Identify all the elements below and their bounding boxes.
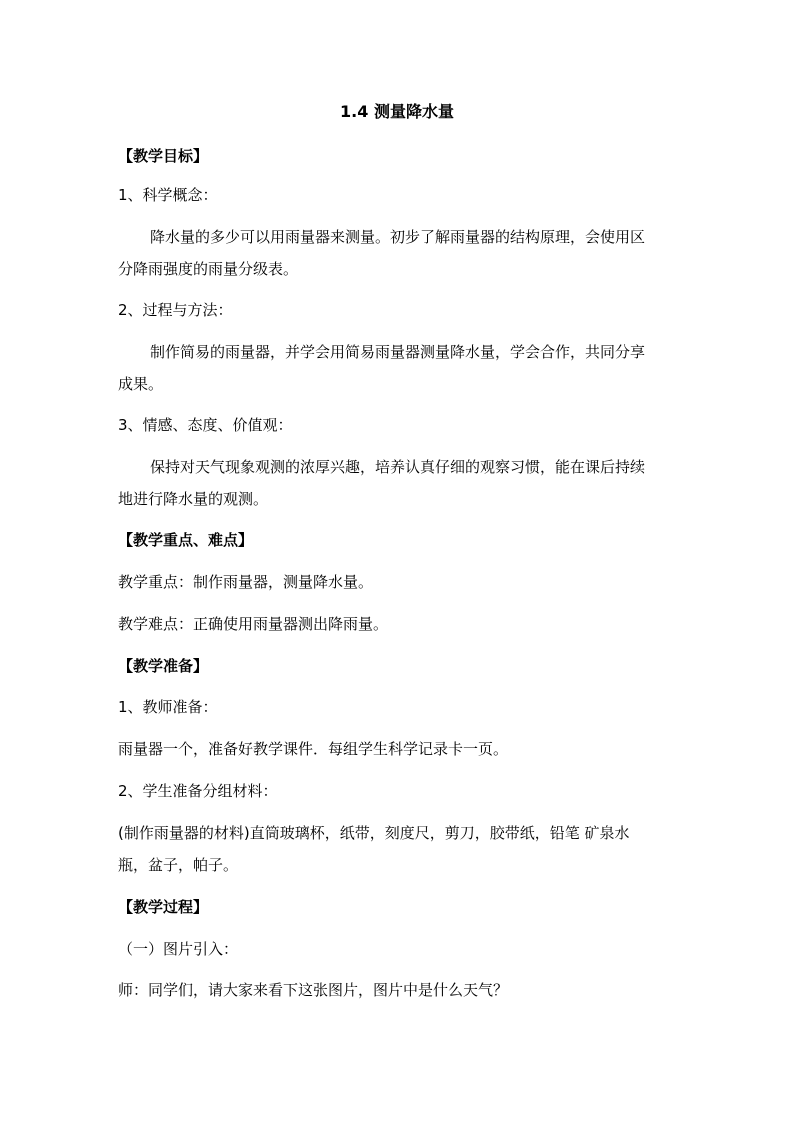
teacher-prep-text: 雨量器一个，准备好教学课件．每组学生科学记录卡一页。 — [118, 740, 509, 758]
process-line-2: 成果。 — [118, 375, 164, 393]
concept-line-1: 降水量的多少可以用雨量器来测量。初步了解雨量器的结构原理，会使用区 — [150, 228, 646, 246]
difficulty-text: 教学难点：正确使用雨量器测出降雨量。 — [118, 615, 389, 633]
teacher-prep-label: 1、教师准备： — [118, 698, 218, 716]
document-title: 1.4 测量降水量 — [340, 102, 454, 121]
emotion-line-1: 保持对天气现象观测的浓厚兴趣，培养认真仔细的观察习惯，能在课后持续 — [150, 458, 646, 476]
process-heading: 【教学过程】 — [118, 898, 209, 916]
teacher-question: 师：同学们，请大家来看下这张图片，图片中是什么天气？ — [118, 981, 509, 999]
student-prep-line-1: (制作雨量器的材料)直筒玻璃杯，纸带，刻度尺，剪刀，胶带纸，铅笔 矿泉水 — [118, 824, 630, 842]
student-prep-label: 2、学生准备分组材料： — [118, 782, 278, 800]
keypoint-text: 教学重点：制作雨量器，测量降水量。 — [118, 573, 374, 591]
emotion-label: 3、情感、态度、价值观： — [118, 416, 293, 434]
prep-heading: 【教学准备】 — [118, 657, 209, 675]
process-label: 2、过程与方法： — [118, 301, 233, 319]
concept-line-2: 分降雨强度的雨量分级表。 — [118, 260, 299, 278]
emotion-line-2: 地进行降水量的观测。 — [118, 490, 269, 508]
keypoints-heading: 【教学重点、难点】 — [118, 531, 254, 549]
process-line-1: 制作简易的雨量器，并学会用简易雨量器测量降水量，学会合作，共同分享 — [150, 343, 646, 361]
concept-label: 1、科学概念： — [118, 186, 218, 204]
intro-label: （一）图片引入： — [118, 940, 239, 958]
student-prep-line-2: 瓶，盆子，帕子。 — [118, 856, 239, 874]
goals-heading: 【教学目标】 — [118, 147, 209, 165]
